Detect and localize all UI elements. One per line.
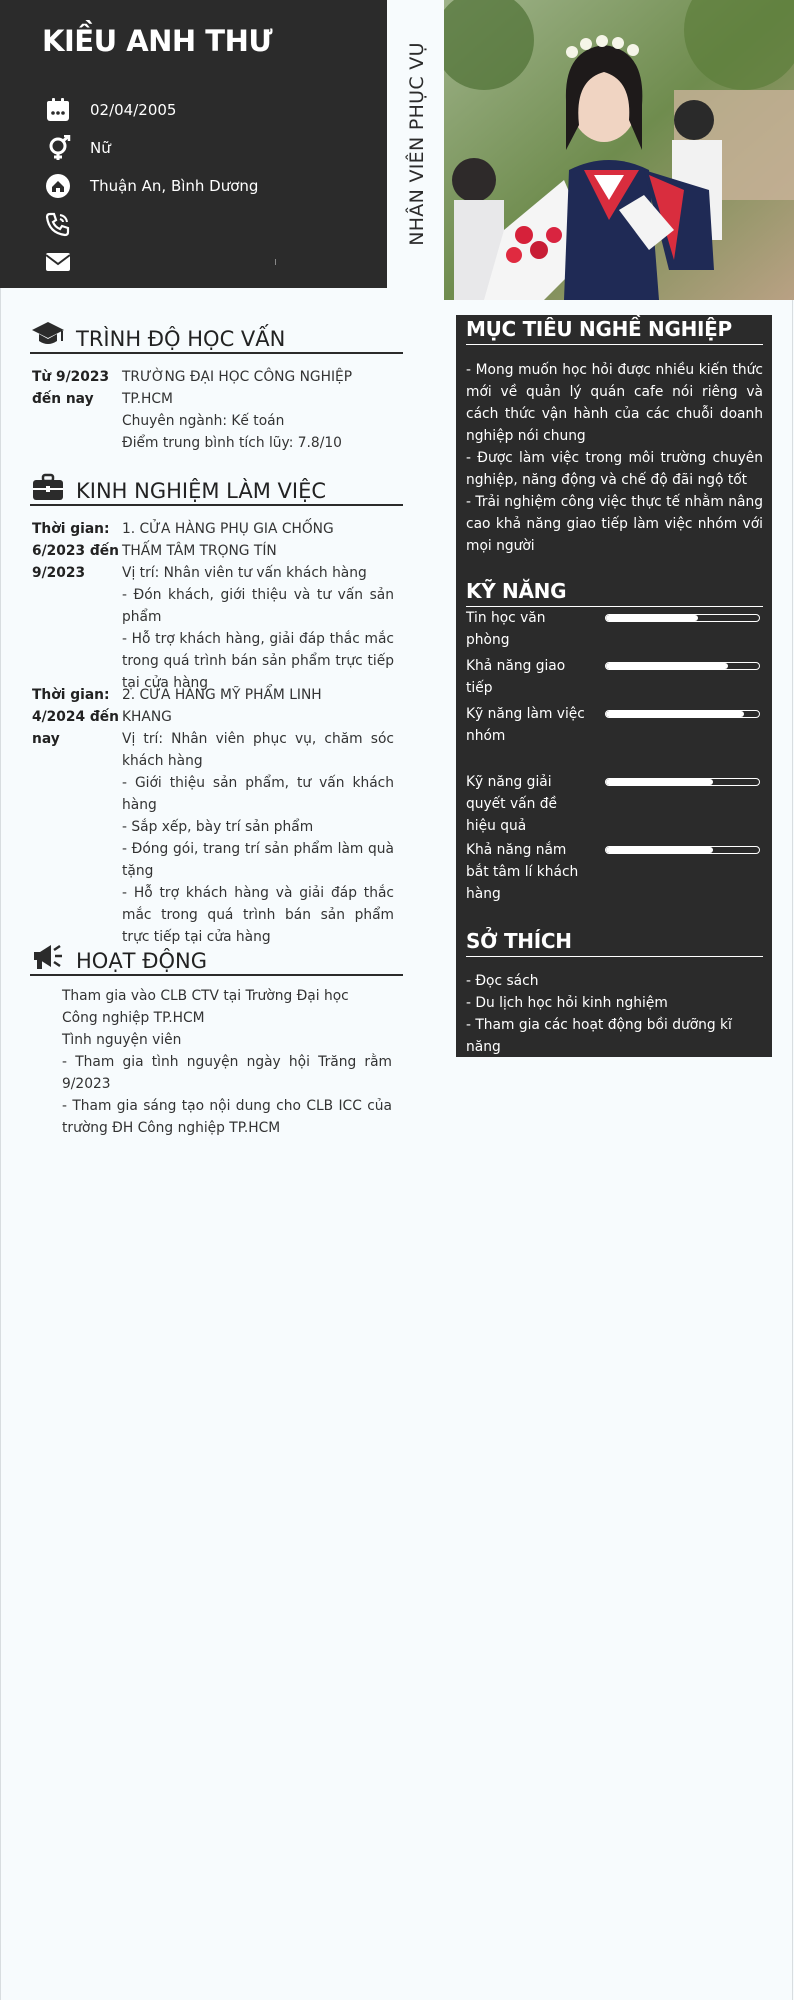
address-row [44,172,364,200]
job-role: Vị trí: Nhân viên phục vụ, chăm sóc khách hàng [122,731,394,769]
job-role: Vị trí: Nhân viên tư vấn khách hàng [122,565,367,581]
skill-bar [605,614,760,622]
activities-heading-text: HOẠT ĐỘNG [76,949,207,973]
experience-heading [30,468,403,506]
objective-line: - Được làm việc trong môi trường chuyên nghiệp, năng động và chế độ đãi ngộ tốt [466,450,763,488]
hobby-item: - Tham gia các hoạt động bồi dưỡng kĩ năng [466,1017,732,1055]
skill-bar-fill [606,615,698,621]
graduation-cap-icon [30,318,66,352]
skill-bar [605,662,760,670]
education-details [122,366,394,454]
skill-item [466,839,763,902]
profile-photo [444,0,794,300]
company-name-cont: THẤM TÂM TRỌNG TÍN [122,543,277,559]
company-name: 2. CỬA HÀNG MỸ PHẨM LINH [122,687,322,703]
job-period-line: nay [32,731,60,747]
objective-heading: MỤC TIÊU NGHỀ NGHIỆP [466,317,763,345]
school-name: TRƯỜNG ĐẠI HỌC CÔNG NGHIỆP [122,369,353,385]
experience-entry-2 [32,684,394,948]
briefcase-icon [30,470,66,504]
skill-name: Tin học văn phòng [466,610,546,648]
hobby-item: - Đọc sách [466,973,539,989]
right-sidebar-panel [456,315,772,1057]
company-name-cont: KHANG [122,709,172,725]
email-row [44,248,364,276]
job-period [32,518,122,694]
activity-line: Tình nguyện viên [62,1032,182,1048]
education-period [32,366,122,454]
major: Chuyên ngành: Kế toán [122,413,285,429]
skill-name: Kỹ năng giải quyết vấn đề hiệu quả [466,774,557,834]
job-period-line: Thời gian: [32,521,110,537]
company-name: 1. CỬA HÀNG PHỤ GIA CHỐNG [122,521,334,537]
skill-bar-fill [606,847,713,853]
activity-line: Công nghiệp TP.HCM [62,1010,205,1026]
job-period [32,684,122,948]
activity-line: Tham gia vào CLB CTV tại Trường Đại học [62,988,349,1004]
job-duty: - Đón khách, giới thiệu và tư vấn sản phẩm [122,587,394,625]
education-entry [32,366,394,454]
birthday-row [44,96,364,124]
megaphone-icon [30,940,66,974]
skill-name: Khả năng giao tiếp [466,658,566,696]
calendar-icon [44,96,72,124]
birthday-text: 02/04/2005 [90,101,177,119]
education-heading-text: TRÌNH ĐỘ HỌC VẤN [76,327,286,351]
objective-text [466,359,763,557]
education-period-line: đến nay [32,391,94,407]
skill-bar-fill [606,779,713,785]
gender-text: Nữ [90,139,111,157]
home-location-icon [44,172,72,200]
job-duty: - Sắp xếp, bày trí sản phẩm [122,819,314,835]
hobby-item: - Du lịch học hỏi kinh nghiệm [466,995,668,1011]
candidate-name: KIỀU ANH THƯ [42,24,273,58]
skill-bar-fill [606,711,744,717]
education-heading [30,316,403,354]
job-period-line: 4/2024 đến [32,709,119,725]
experience-heading-text: KINH NGHIỆM LÀM VIỆC [76,479,327,503]
skill-bar [605,846,760,854]
phone-row [44,210,364,238]
gender-icon [44,134,72,162]
header-contact-panel [0,0,387,288]
job-duty: - Giới thiệu sản phẩm, tư vấn khách hàng [122,775,394,813]
activity-line: - Tham gia tình nguyện ngày hội Trăng rằm 9/2023 [62,1054,392,1092]
phone-icon [44,210,72,238]
job-period-line: Thời gian: [32,687,110,703]
objective-line: - Trải nghiệm công việc thực tế nhằm nâng cao khả năng giao tiếp làm việc nhóm với mọi người [466,494,763,554]
skill-bar [605,710,760,718]
position-title-text: NHÂN VIÊN PHỤC VỤ [406,42,428,246]
objective-line: - Mong muốn học hỏi được nhiều kiến thức mới về quản lý quán cafe nói riêng và cách thức vận hành của các chuỗi doanh nghiệp nói chung [466,362,763,444]
hobbies-heading: SỞ THÍCH [466,929,763,957]
skill-bar [605,778,760,786]
address-text: Thuận An, Bình Dương [90,177,259,195]
email-icon [44,248,72,276]
activities-list [62,985,392,1139]
job-period-line: 9/2023 [32,565,86,581]
skill-item [466,771,763,834]
gender-row [44,134,364,162]
position-title [397,0,437,288]
job-details [122,518,394,694]
job-duty: - Hỗ trợ khách hàng, giải đáp thắc mắc trong quá trình bán sản phẩm trực tiếp tại cửa hàng [122,631,394,691]
experience-entry-1 [32,518,394,694]
skill-bar-fill [606,663,728,669]
activity-line: - Tham gia sáng tạo nội dung cho CLB ICC của trường ĐH Công nghiệp TP.HCM [62,1098,392,1136]
divider-mark [275,259,276,265]
job-details [122,684,394,948]
activities-heading [30,938,403,976]
job-duty: - Hỗ trợ khách hàng và giải đáp thắc mắc trong quá trình bán sản phẩm trực tiếp tại cửa hàng [122,885,394,945]
skill-name: Kỹ năng làm việc nhóm [466,706,585,744]
school-name-cont: TP.HCM [122,391,173,407]
job-period-line: 6/2023 đến [32,543,119,559]
gpa: Điểm trung bình tích lũy: 7.8/10 [122,435,342,451]
skills-heading: KỸ NĂNG [466,579,763,607]
skill-item [466,607,763,651]
job-duty: - Đóng gói, trang trí sản phẩm làm quà tặng [122,841,394,879]
hobbies-list [466,970,763,1058]
skill-item [466,655,763,699]
skill-item [466,703,763,747]
education-period-line: Từ 9/2023 [32,369,110,385]
skill-name: Khả năng nắm bắt tâm lí khách hàng [466,842,579,902]
